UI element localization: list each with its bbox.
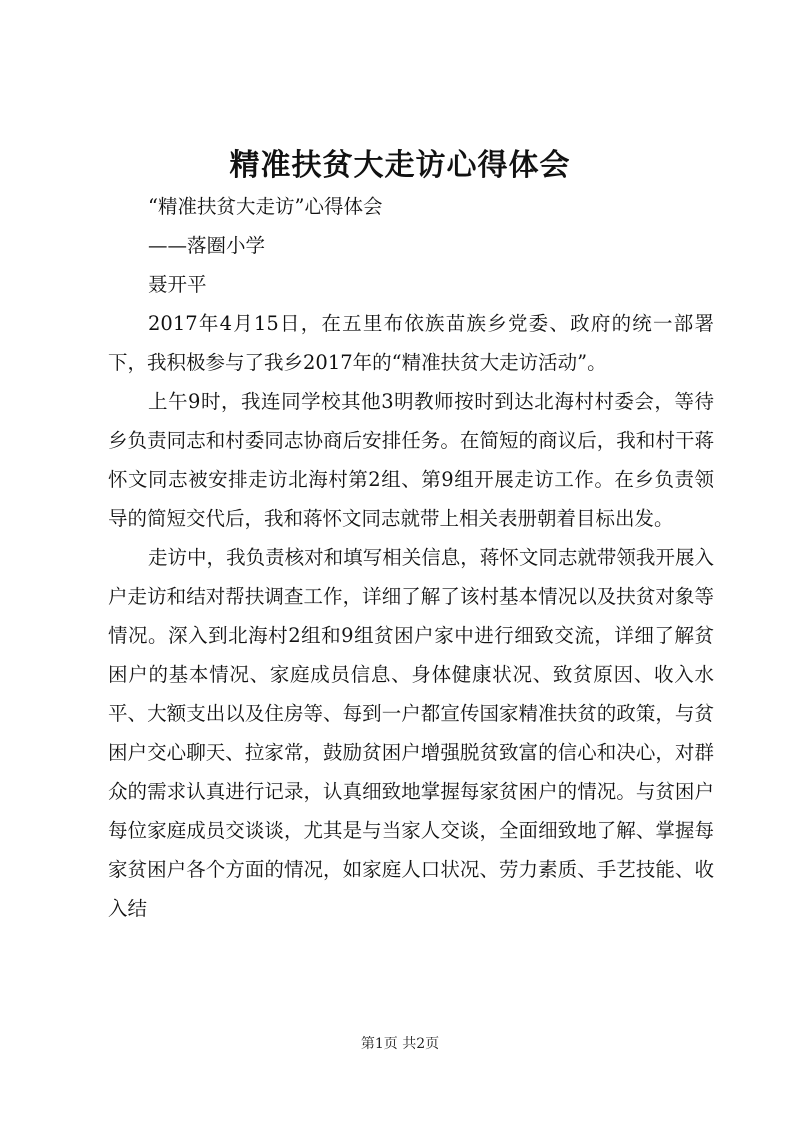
subtitle: “精准扶贫大走访”心得体会 [148,195,383,218]
paragraph: 2017年4月15日，在五里布依族苗族乡党委、政府的统一部署下，我积极参与了我乡2017年的“精准扶贫大走访活动”。 [108,312,714,374]
school-name: ——落圈小学 [148,234,266,257]
author-name: 聂开平 [148,273,207,296]
document-body [108,187,714,928]
document-title: 精准扶贫大走访心得体会 [229,148,571,183]
page-footer: 第1页 共2页 [360,1036,440,1052]
paragraph: 走访中，我负责核对和填写相关信息，蒋怀文同志就带领我开展入户走访和结对帮扶调查工作，详细了解了该村基本情况以及扶贫对象等情况。深入到北海村2组和9组贫困户家中进行细致交流，详细了解贫困户的基本情况、家庭成员信息、身体健康状况、致贫原因、收入水平、大额支出以及住房等、每到一户都宣传国家精准扶贫的政策，与贫困户交心聊天、拉家常，鼓励贫困户增强脱贫致富的信心和决心，对群众的需求认真进行记录，认真细致地掌握每家贫困户的情况。与贫困户每位家庭成员交谈谈，尤其是与当家人交谈，全面细致地了解、掌握每家贫困户各个方面的情况，如家庭人口状况、劳力素质、手艺技能、收入结 [108,546,714,920]
paragraph: 上午9时，我连同学校其他3明教师按时到达北海村村委会，等待乡负责同志和村委同志协商后安排任务。在简短的商议后，我和村干蒋怀文同志被安排走访北海村第2组、第9组开展走访工作。在乡负责领导的简短交代后，我和蒋怀文同志就带上相关表册朝着目标出发。 [108,390,714,530]
